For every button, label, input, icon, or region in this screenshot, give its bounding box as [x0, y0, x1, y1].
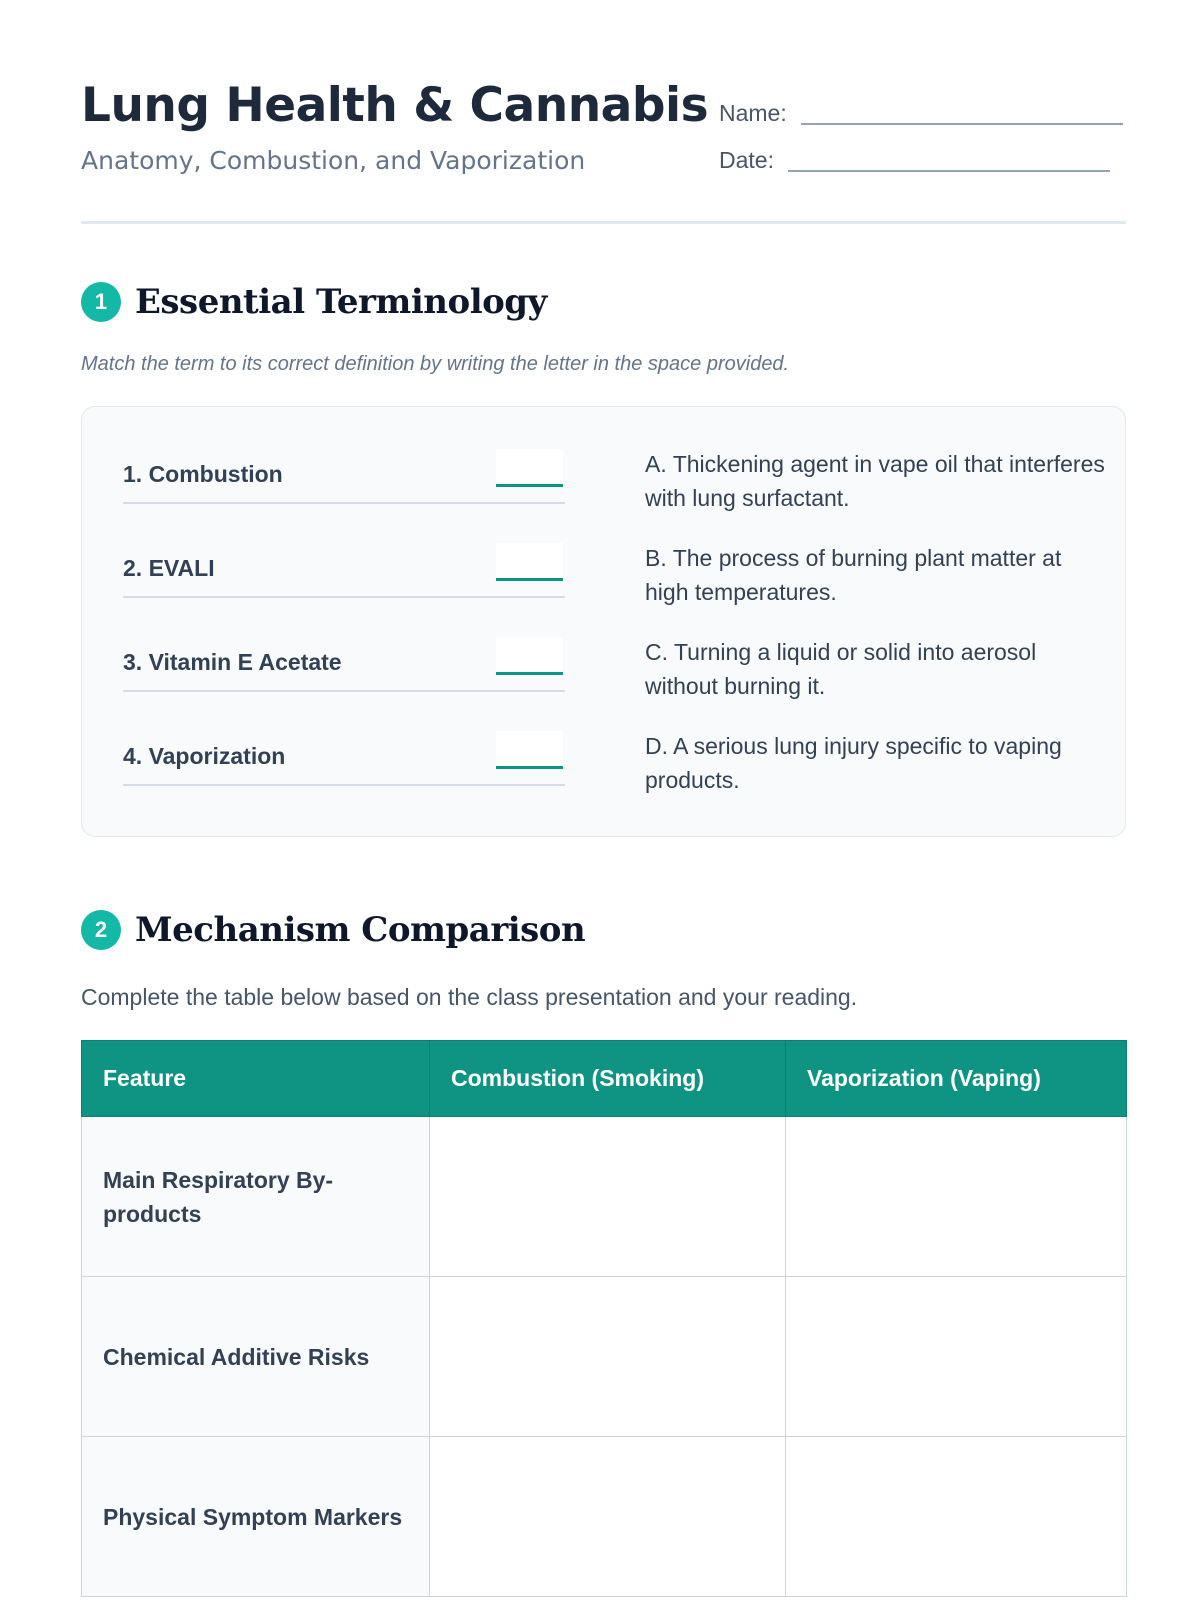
section-2-heading: [81, 910, 585, 950]
vaporization-answer-cell[interactable]: [786, 1277, 1127, 1437]
date-field: [719, 147, 1110, 174]
term-label: 2. EVALI: [123, 555, 215, 581]
combustion-answer-cell[interactable]: [430, 1277, 786, 1437]
table-row: [82, 1437, 1127, 1597]
term-label: 1. Combustion: [123, 461, 283, 487]
definition-item: B. The process of burning plant matter at high temperatures.: [645, 545, 1062, 605]
feature-cell: Chemical Additive Risks: [82, 1277, 430, 1437]
page-subtitle: Anatomy, Combustion, and Vaporization: [81, 146, 586, 175]
definition-item: A. Thickening agent in vape oil that interferes with lung surfactant.: [645, 451, 1105, 511]
worksheet-page: [81, 0, 1126, 1600]
column-header-feature: Feature: [82, 1041, 430, 1117]
worksheet-header: [81, 78, 1126, 224]
name-field: [719, 100, 1123, 127]
section-1-heading: [81, 282, 547, 322]
date-input-line[interactable]: [788, 170, 1110, 172]
term-row: [123, 726, 565, 786]
answer-blank[interactable]: [496, 637, 563, 675]
feature-cell: Main Respiratory By-products: [82, 1117, 430, 1277]
term-label: 4. Vaporization: [123, 743, 286, 769]
section-1-number-badge: 1: [81, 282, 121, 322]
definition-item: D. A serious lung injury specific to vaping products.: [645, 733, 1062, 793]
combustion-answer-cell[interactable]: [430, 1117, 786, 1277]
matching-card: [81, 406, 1126, 837]
answer-blank[interactable]: [496, 449, 563, 487]
answer-blank[interactable]: [496, 543, 563, 581]
term-row: [123, 632, 565, 692]
table-header-row: [82, 1041, 1127, 1117]
term-row: [123, 444, 565, 504]
section-1-instruction: Match the term to its correct definition by writing the letter in the space provided.: [81, 353, 790, 375]
name-label: Name:: [719, 100, 787, 126]
column-header-vaporization: Vaporization (Vaping): [786, 1041, 1127, 1117]
table-row: [82, 1277, 1127, 1437]
term-row: [123, 538, 565, 598]
name-input-line[interactable]: [801, 123, 1123, 125]
column-header-combustion: Combustion (Smoking): [430, 1041, 786, 1117]
comparison-table: [81, 1040, 1127, 1597]
term-label: 3. Vitamin E Acetate: [123, 649, 342, 675]
feature-cell: Physical Symptom Markers: [82, 1437, 430, 1597]
section-2-title: Mechanism Comparison: [135, 910, 586, 950]
section-1-title: Essential Terminology: [135, 282, 547, 322]
section-2-number-badge: 2: [81, 910, 121, 950]
section-2-instruction: Complete the table below based on the class presentation and your reading.: [81, 984, 858, 1010]
table-row: [82, 1117, 1127, 1277]
vaporization-answer-cell[interactable]: [786, 1437, 1127, 1597]
date-label: Date:: [719, 147, 774, 173]
answer-blank[interactable]: [496, 731, 563, 769]
combustion-answer-cell[interactable]: [430, 1437, 786, 1597]
page-title: Lung Health & Cannabis: [81, 78, 709, 133]
vaporization-answer-cell[interactable]: [786, 1117, 1127, 1277]
definition-item: C. Turning a liquid or solid into aerosol without burning it.: [645, 639, 1037, 699]
